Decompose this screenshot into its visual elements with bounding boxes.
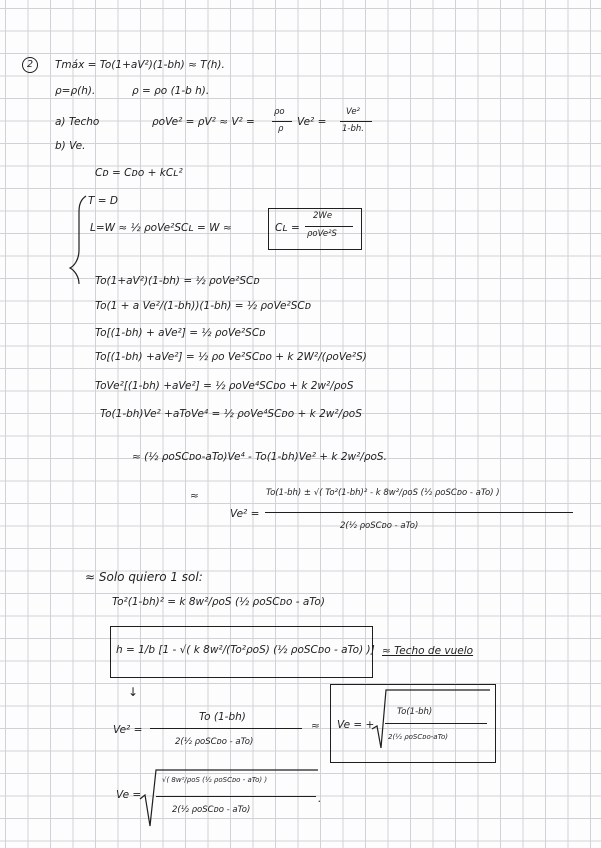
eq-step-2: To(1 + a Ve²/(1-bh))(1-bh) = ½ ρoVe²SCᴅ <box>95 300 312 312</box>
part-a-frac2-num: Ve² <box>346 107 360 117</box>
drag-coefficient: Cᴅ = Cᴅo + kCʟ² <box>95 167 183 179</box>
down-arrow-icon: ↓ <box>128 685 139 699</box>
ve-squared-num: To (1-bh) <box>199 711 246 723</box>
eq-step-6: To(1-bh)Ve² +aToVe⁴ = ½ ρoVe⁴SCᴅo + k 2w²/ρoS <box>100 408 362 420</box>
single-solution-note: ≈ Solo quiero 1 sol: <box>85 570 203 584</box>
rho-definition: ρ=ρ(h). <box>55 85 96 97</box>
part-a-label: a) Techo <box>55 116 100 128</box>
cl-lhs: Cʟ = <box>275 222 300 234</box>
ve-box-num: To(1-bh) <box>397 707 433 717</box>
single-solution-condition: To²(1-bh)² = k 8w²/ρoS (½ ρoSCᴅo - aTo) <box>112 596 325 608</box>
part-a-ve: Ve² = <box>297 116 327 128</box>
ve-final-radical <box>140 770 318 826</box>
ceiling-equation: h = 1/b [1 - √( k 8w²/(To²ρoS) (½ ρoSCᴅo - aTo) )] <box>116 644 375 656</box>
ve-final-lhs: Ve = <box>116 789 142 801</box>
tmax-equation: Tmáx = To(1+aV²)(1-bh) ≈ T(h). <box>55 59 225 71</box>
part-b-label: b) Ve. <box>55 140 86 152</box>
ve-final-den: 2(½ ρoSCᴅo - aTo) <box>172 805 251 815</box>
quadratic-lhs: Ve² = <box>230 508 260 520</box>
quadratic-implies: ≈ <box>190 490 199 502</box>
part-a-frac1-num: ρo <box>274 107 285 117</box>
ve-box-lhs: Ve = + <box>337 719 375 731</box>
ve-squared-lhs: Ve² = <box>113 724 143 736</box>
ve-box-radical <box>372 690 490 748</box>
part-a-frac2-den: 1-bh. <box>342 124 364 134</box>
thrust-equals-drag: T = D <box>88 195 118 207</box>
ve-box-implies: ≈ <box>311 720 320 732</box>
eq-step-4: To[(1-bh) +aVe²] = ½ ρo Ve²SCᴅo + k 2W²/(ρoVe²S) <box>95 351 367 363</box>
eq-step-3: To[(1-bh) + aVe²] = ½ ρoVe²SCᴅ <box>95 327 266 339</box>
rho-expression: ρ = ρo (1-b h). <box>132 85 210 97</box>
eq-step-7: ≈ (½ ρoSCᴅo-aTo)Ve⁴ - To(1-bh)Ve² + k 2w²/ρoS. <box>132 451 387 463</box>
eq-step-5: ToVe²[(1-bh) +aVe²] = ½ ρoVe⁴SCᴅo + k 2w²/ρoS <box>95 380 354 392</box>
part-a-equation: ρoVe² = ρV² ≈ V² = <box>152 116 255 128</box>
ve-final-period: . <box>318 793 322 805</box>
ve-final-num: √( 8w²/ρoS (½ ρoSCᴅo - aTo) ) <box>162 776 268 784</box>
problem-number: 2 <box>26 59 34 70</box>
eq-step-1: To(1+aV²)(1-bh) = ½ ρoVe²SCᴅ <box>95 275 260 287</box>
lift-equals-weight: L=W ≈ ½ ρoVe²SCʟ = W ≈ <box>90 222 232 234</box>
ceiling-label: ≈ Techo de vuelo <box>382 645 474 657</box>
ve-squared-den: 2(½ ρoSCᴅo - aTo) <box>175 737 254 747</box>
ve-box-den: 2(½ ρoSCᴅo-aTo) <box>388 733 449 741</box>
cl-den: ρoVe²S <box>307 229 337 239</box>
system-brace <box>70 196 86 284</box>
quadratic-denominator: 2(½ ρoSCᴅo - aTo) <box>340 521 419 531</box>
quadratic-numerator: To(1-bh) ± √( To²(1-bh)² - k 8w²/ρoS (½ ρoSCᴅo - aTo) ) <box>266 488 500 498</box>
cl-num: 2We <box>313 211 333 221</box>
part-a-frac1-den: ρ <box>278 124 284 134</box>
